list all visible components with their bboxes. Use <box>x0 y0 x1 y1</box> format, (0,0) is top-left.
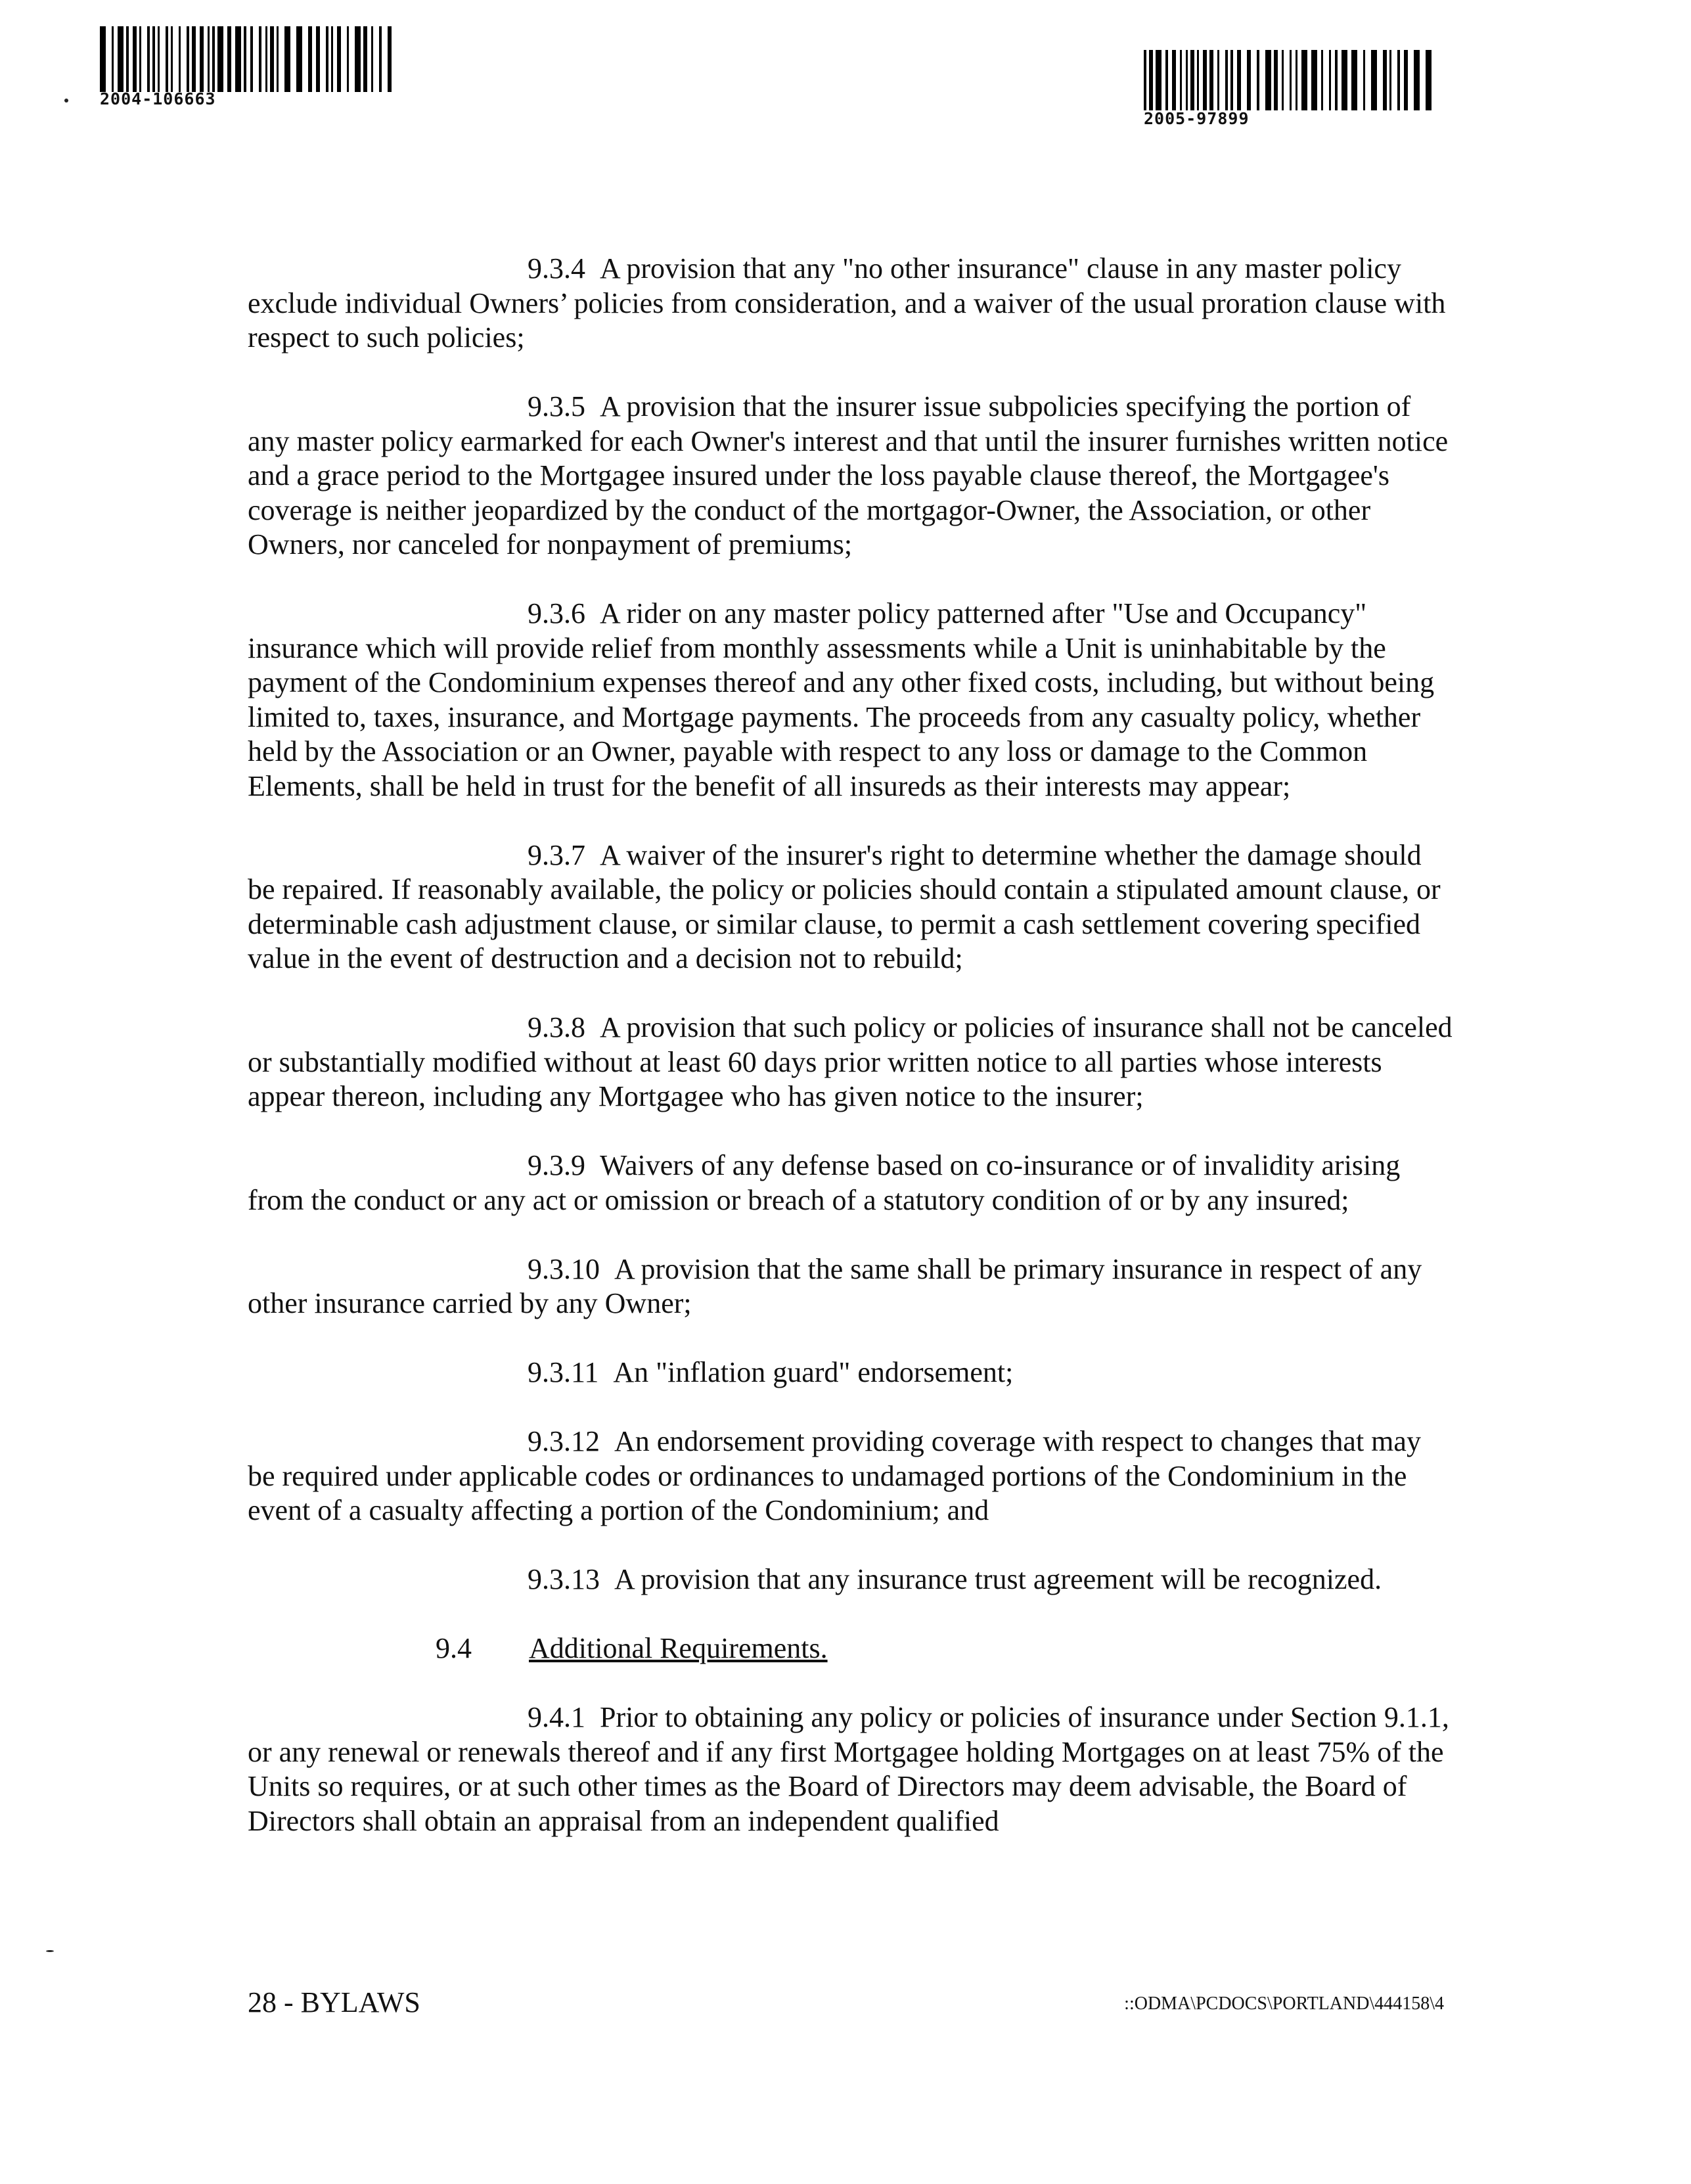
barcode-gap <box>1251 50 1257 110</box>
barcode-gap <box>1323 50 1329 110</box>
barcode-bar <box>100 26 106 92</box>
clause-text: A waiver of the insurer's right to determine whether the damage should be repaired. If reasonably available, the policy or policies should contain a stipulated amount clause, or determinable cash adjustment clause, or similar clause, to permit a cash settlement covering specified value in the event of destruction and a decision not to rebuild; <box>248 838 1441 974</box>
barcode-bar <box>1351 50 1357 110</box>
barcode-gap <box>1420 50 1426 110</box>
barcode-gap <box>1284 50 1290 110</box>
clause-number: 9.3.7 <box>528 838 585 871</box>
clause-9-4-1 <box>248 1700 1453 1838</box>
clause-text: A provision that any insurance trust agreement will be recognized. <box>614 1563 1382 1595</box>
barcode-gap <box>1219 50 1225 110</box>
clause-number: 9.3.5 <box>528 390 585 422</box>
barcode-gap <box>320 26 326 92</box>
barcode-gap <box>1259 50 1265 110</box>
section-number: 9.4 <box>436 1632 472 1664</box>
barcode-gap <box>279 26 284 92</box>
barcode-gap <box>160 26 166 92</box>
clause-number: 9.4.1 <box>528 1701 585 1733</box>
barcode-gap <box>341 26 347 92</box>
section-title: Additional Requirements. <box>529 1632 828 1664</box>
clause-number: 9.3.8 <box>528 1011 585 1043</box>
clause-text: Waivers of any defense based on co-insurance or of invalidity arising from the conduct or any act or omission or breach of a statutory condition of or by any insured; <box>248 1149 1401 1216</box>
scan-speck <box>64 99 68 102</box>
clause-number: 9.3.6 <box>528 597 585 629</box>
clause-9-3-4 <box>248 252 1453 355</box>
barcode-gap <box>1365 50 1371 110</box>
clause-9-3-5 <box>248 390 1453 562</box>
barcode-bar <box>1371 50 1377 110</box>
clause-9-3-10 <box>248 1252 1453 1321</box>
barcode-gap <box>253 26 259 92</box>
clause-number: 9.3.10 <box>528 1252 600 1285</box>
barcode-gap <box>373 26 379 92</box>
clause-number: 9.3.13 <box>528 1563 600 1595</box>
barcode-bar <box>1426 50 1432 110</box>
barcode-bar <box>118 26 124 92</box>
barcode-gap <box>106 26 112 92</box>
barcode-gap <box>1241 50 1247 110</box>
clause-text: An "inflation guard" endorsement; <box>613 1356 1014 1388</box>
barcode-gap <box>349 26 355 92</box>
barcode-bar <box>1342 50 1347 110</box>
barcode-right <box>1144 50 1441 110</box>
clause-number: 9.3.4 <box>528 252 585 284</box>
barcode-gap <box>141 26 147 92</box>
clause-number: 9.3.11 <box>528 1356 599 1388</box>
clause-9-3-11 <box>248 1355 1453 1390</box>
barcode-left-number: 2004-106663 <box>100 89 216 108</box>
barcode-gap <box>302 26 308 92</box>
clause-text: A provision that the same shall be primary insurance in respect of any other insurance carried by any Owner; <box>248 1252 1422 1319</box>
barcode-gap <box>1357 50 1363 110</box>
barcode-right-number: 2005-97899 <box>1144 109 1250 128</box>
footer-doc-path: ::ODMA\PCDOCS\PORTLAND\444158\4 <box>1124 1993 1444 2014</box>
barcode-gap <box>1432 50 1435 110</box>
clause-9-3-8 <box>248 1011 1453 1114</box>
barcode-bar <box>1311 50 1317 110</box>
clause-text: An endorsement providing coverage with respect to changes that may be required under applicable codes or ordinances to undamaged portions of the Condominium in the event of a casualty affecting a portion of the Condominium; and <box>248 1425 1421 1526</box>
barcode-bar <box>296 26 302 92</box>
barcode-gap <box>1391 50 1397 110</box>
barcode-bar <box>235 26 241 92</box>
barcode-gap <box>1408 50 1414 110</box>
barcode-bar <box>284 26 290 92</box>
clause-number: 9.3.12 <box>528 1425 600 1457</box>
scan-speck <box>46 1950 54 1952</box>
clause-9-3-6 <box>248 597 1453 804</box>
clause-9-3-9 <box>248 1149 1453 1217</box>
barcode-bar <box>1414 50 1420 110</box>
clause-9-3-7 <box>248 838 1453 976</box>
clause-text: A provision that the insurer issue subpolicies specifying the portion of any master policy earmarked for each Owner's interest and that until the insurer furnishes written notice and a grace period to the Mortgagee insured under the loss payable clause thereof, the Mortgagee's coverage is neither jeopardized by the conduct of the mortgagor-Owner, the Association, or other Owners, nor canceled for nonpayment of premiums; <box>248 390 1449 560</box>
barcode-bar <box>1156 50 1161 110</box>
barcode-gap <box>1377 50 1383 110</box>
clause-text: A provision that any "no other insurance" clause in any master policy exclude individual Owners’ policies from consideration, and a waiver of the usual proration clause with respect to such policies; <box>248 252 1446 353</box>
clause-text: Prior to obtaining any policy or policies of insurance under Section 9.1.1, or any renewal or renewals thereof and if any first Mortgagee holding Mortgages on at least 75% of the Units so requires, or at such other times as the Board of Directors may deem advisable, the Board of Directors shall obtain an appraisal from an independent qualified <box>248 1701 1449 1837</box>
document-body <box>248 252 1453 1873</box>
clause-9-3-13 <box>248 1562 1453 1597</box>
barcode-left <box>100 26 399 92</box>
clause-number: 9.3.9 <box>528 1149 585 1181</box>
barcode-bar <box>1301 50 1307 110</box>
clause-9-3-12 <box>248 1424 1453 1528</box>
clause-text: A rider on any master policy patterned after "Use and Occupancy" insurance which will provide relief from monthly assessments while a Unit is uninhabitable by the payment of the Condominium expenses thereof and any other fixed costs, including, but without being limited to, taxes, insurance, and Mortgage payments. The proceeds from any casualty policy, whether held by the Association or an Owner, payable with respect to any loss or damage to the Common Elements, shall be held in trust for the benefit of all insureds as their interests may appear; <box>248 597 1435 802</box>
footer-page-label: 28 - BYLAWS <box>248 1986 420 2018</box>
barcode-gap <box>181 26 187 92</box>
barcode-gap <box>392 26 395 92</box>
barcode-gap <box>290 26 296 92</box>
barcode-bar <box>217 26 223 92</box>
section-heading-9-4 <box>248 1631 1453 1666</box>
barcode-gap <box>173 26 179 92</box>
barcode-gap <box>382 26 388 92</box>
clause-text: A provision that such policy or policies of insurance shall not be canceled or substantially modified without at least 60 days prior written notice to all parties whose interests appear thereon, including any Mortgagee who has given notice to the insurer; <box>248 1011 1453 1112</box>
barcode-bar <box>355 26 361 92</box>
barcode-bar <box>1265 50 1271 110</box>
